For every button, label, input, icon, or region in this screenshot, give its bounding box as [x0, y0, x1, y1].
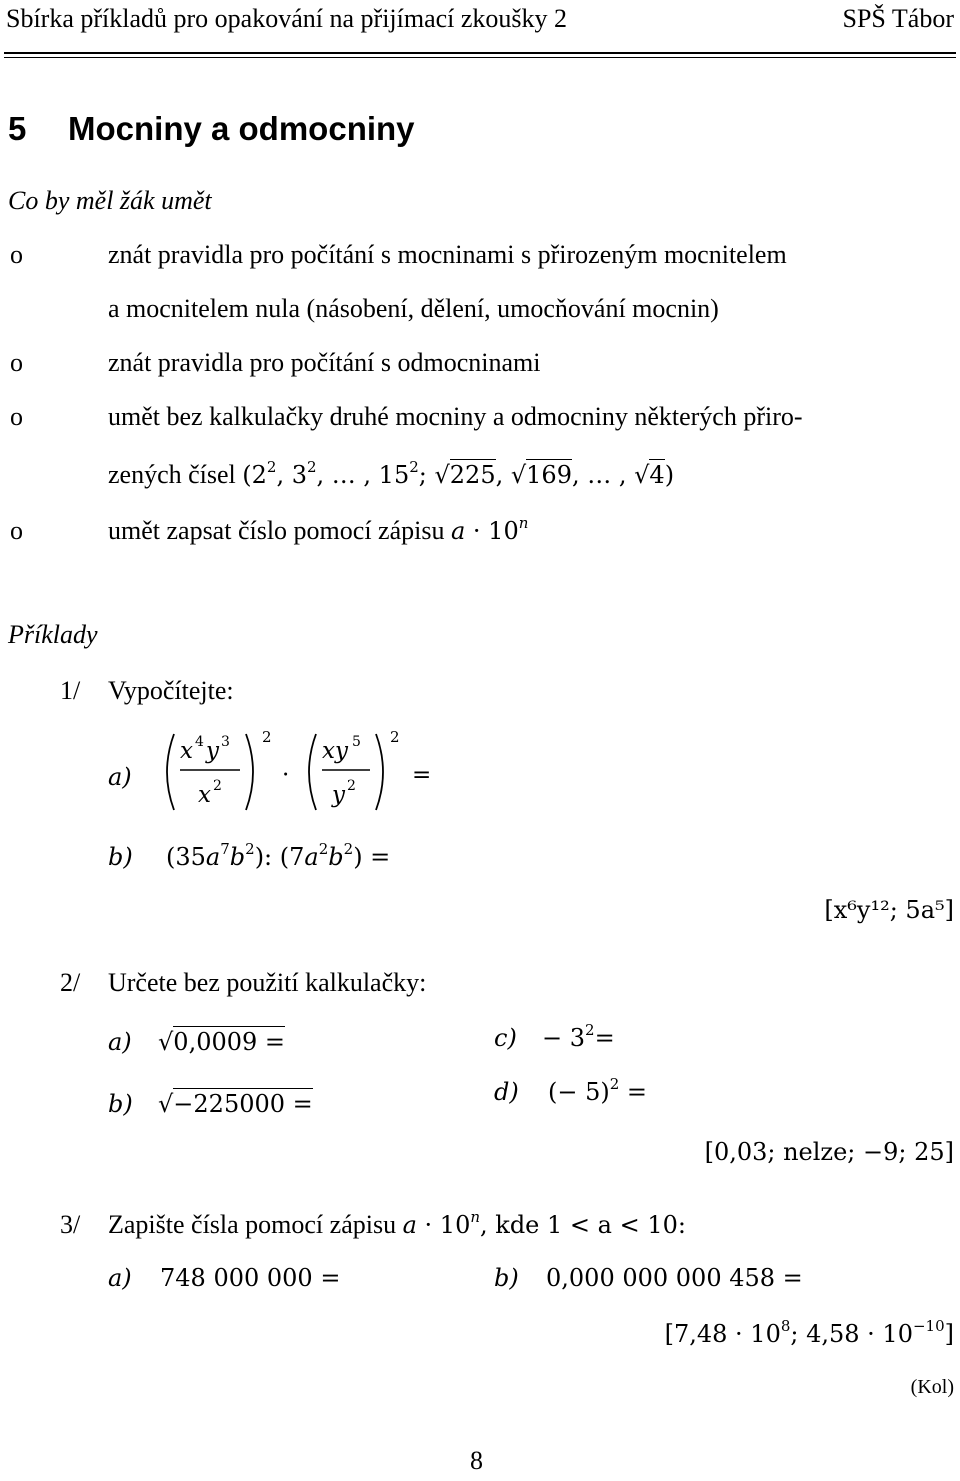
scientific-notation-formula: $a \cdot 10^n$ [402, 1208, 481, 1239]
formula-2c-value: − 3 [542, 1024, 586, 1052]
item-label-c: c) [494, 1024, 517, 1052]
svg-text:2: 2 [262, 728, 272, 746]
formula-1b: $(35a^7b^2)$: $(7a^2b^2)$ = [166, 840, 391, 871]
formula-3b: 0,000 000 000 458 = [546, 1264, 803, 1292]
answer-2: [0,03; nelze; −9; 25] [704, 1138, 954, 1166]
item-label-a: a) [108, 1028, 132, 1056]
scientific-notation-formula: $a \cdot 10^n$ [450, 514, 529, 545]
examples-heading: Příklady [8, 620, 98, 649]
answer-3-part2: ; 4,58 · 10 [790, 1320, 913, 1348]
formula-1a [160, 726, 450, 818]
answer-3-part3: ] [944, 1320, 954, 1348]
bullet: o [10, 240, 23, 269]
svg-text:5: 5 [352, 734, 361, 750]
skill-item [108, 516, 528, 546]
skills-heading: Co by měl žák umět [8, 186, 212, 215]
formula-2d-value: (− 5) [548, 1078, 610, 1106]
skill-item-text: umět zapsat číslo pomocí zápisu [108, 516, 445, 545]
formula-2c: − $3^2=$ [542, 1021, 615, 1052]
answer-3: [$7,48 \cdot 10^8$; $4,58 \cdot 10^{-10}$] [664, 1317, 954, 1348]
formula-2a-value: 0,0009 = [173, 1028, 286, 1056]
item-label-b: b) [108, 1090, 133, 1118]
svg-text:2: 2 [390, 728, 400, 746]
page-number: 8 [470, 1446, 483, 1475]
svg-text:x: x [180, 738, 193, 764]
formula-1a-drawing [160, 726, 450, 818]
bullet: o [10, 516, 23, 545]
header-school: SPŠ Tábor [842, 4, 954, 33]
item-label-d: d) [494, 1078, 519, 1106]
item-label-a: a) [108, 763, 132, 791]
formula-3a: 748 000 000 = [160, 1264, 341, 1292]
formula-2d: (− 5)$^2$ = [548, 1075, 648, 1106]
skill-item: znát pravidla pro počítání s odmocninami [108, 348, 541, 377]
exercise-number: 2/ [60, 968, 81, 997]
exercise-number: 1/ [60, 676, 81, 705]
exercise-prompt: Vypočítejte: [108, 676, 234, 705]
svg-text:y: y [332, 782, 345, 808]
source-note: (Kol) [910, 1376, 954, 1398]
exercise-prompt-start: Zapište čísla pomocí zápisu [108, 1210, 397, 1239]
svg-text:=: = [412, 762, 432, 788]
exercise-prompt [108, 1210, 686, 1240]
item-label-b: b) [494, 1264, 519, 1292]
chapter-number: 5 [8, 110, 27, 147]
chapter-title: Mocniny a odmocniny [68, 110, 415, 147]
svg-text:2: 2 [347, 778, 356, 794]
svg-text:4: 4 [195, 734, 204, 750]
svg-text:xy: xy [322, 738, 348, 764]
squares-list-formula: ($2^2$, $3^2$, … , $15^2$; √225, √169, … , √4) [242, 458, 675, 489]
skill-item: znát pravidla pro počítání s mocninami s přirozeným mocnitelem [108, 240, 787, 269]
answer-1: [x⁶y¹²; 5a⁵] [824, 896, 954, 924]
svg-text:y: y [206, 738, 219, 764]
bullet: o [10, 348, 23, 377]
item-label-a: a) [108, 1264, 132, 1292]
formula-2b: √−225000 = [158, 1090, 313, 1118]
exercise-prompt: Určete bez použití kalkulačky: [108, 968, 427, 997]
skill-item-text: zených čísel [108, 460, 236, 489]
header-title: Sbírka příkladů pro opakování na přijímací zkoušky 2 [6, 4, 568, 33]
exercise-prompt-end: , kde 1 < a < 10: [480, 1211, 686, 1239]
header-rule-thin [4, 57, 956, 58]
svg-text:3: 3 [221, 734, 230, 750]
item-label-b: b) [108, 843, 133, 871]
skill-item: umět bez kalkulačky druhé mocniny a odmocniny některých přiro- [108, 402, 803, 431]
svg-text:2: 2 [213, 778, 222, 794]
bullet: o [10, 402, 23, 431]
header-rule [4, 52, 956, 54]
skill-item: a mocnitelem nula (násobení, dělení, umocňování mocnin) [108, 294, 719, 323]
formula-2a: √0,0009 = [158, 1028, 286, 1056]
answer-3-part1: [7,48 · 10 [664, 1320, 781, 1348]
exercise-number: 3/ [60, 1210, 81, 1239]
formula-2b-value: −225000 = [173, 1090, 313, 1118]
svg-text:x: x [198, 782, 211, 808]
skill-item [108, 460, 674, 490]
svg-text:·: · [282, 762, 290, 788]
